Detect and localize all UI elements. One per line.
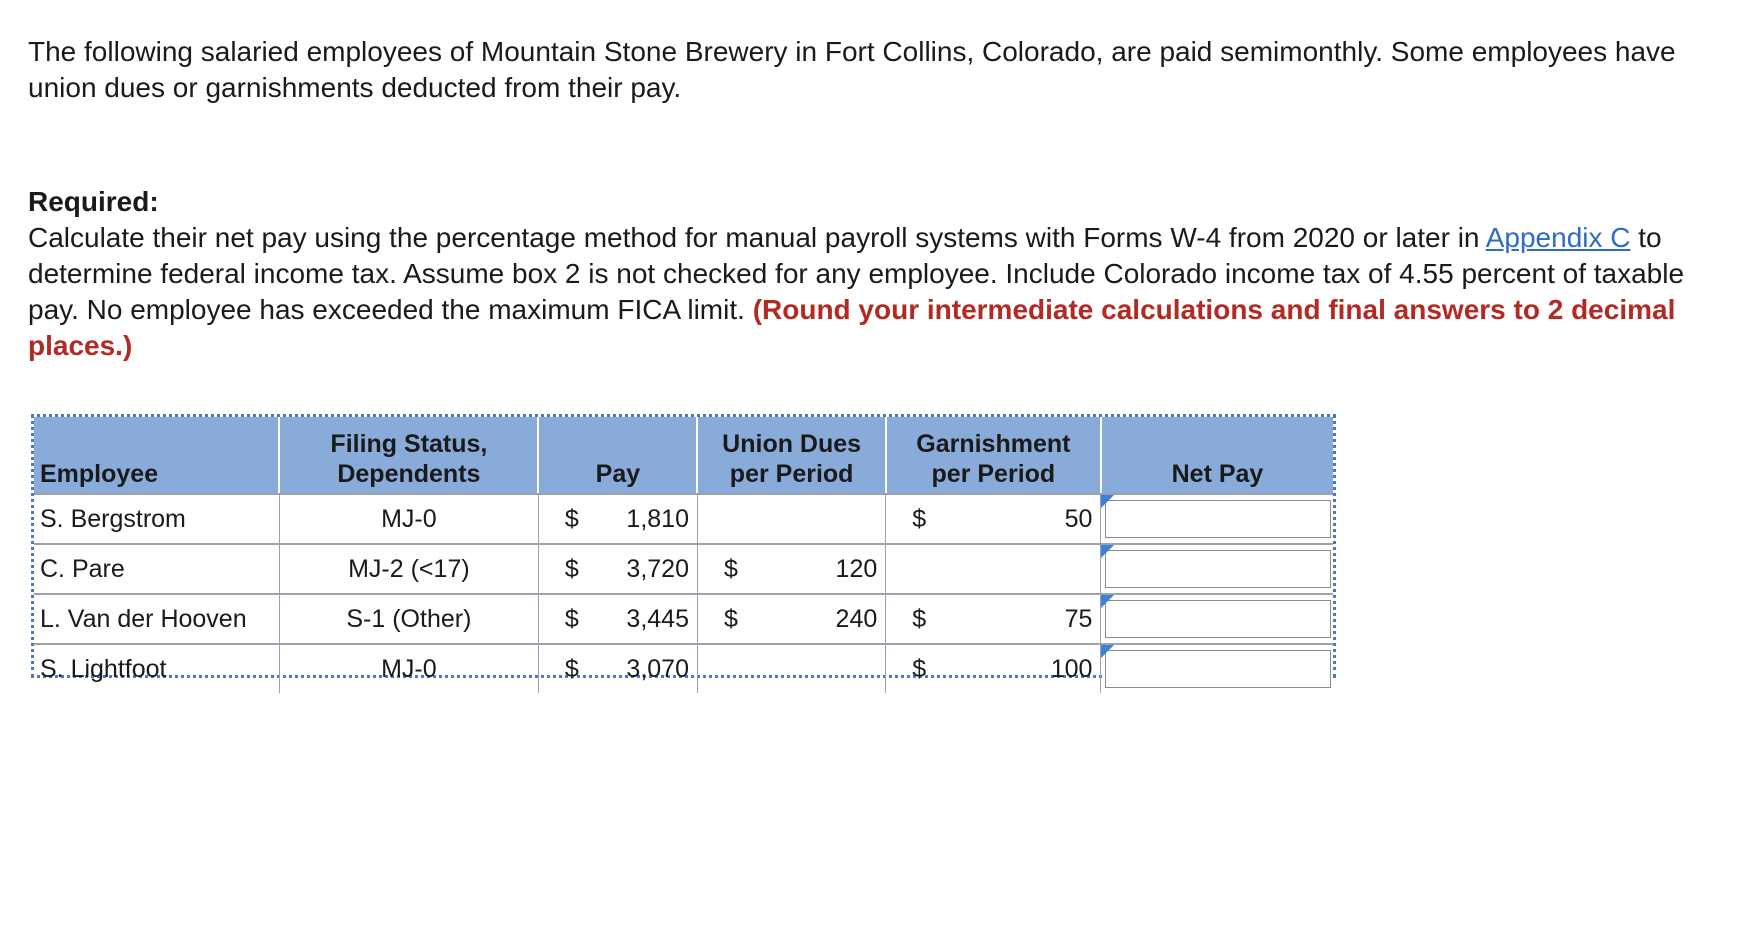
garnishment-cell	[886, 644, 1101, 693]
filing-status: MJ-0	[279, 644, 538, 693]
garn-currency: $	[912, 504, 927, 533]
employee-name: C. Pare	[34, 544, 279, 594]
header-union-line1: Union Dues	[722, 430, 862, 458]
net-pay-cell	[1101, 494, 1333, 544]
pay-currency: $	[564, 554, 579, 583]
table-row	[34, 644, 1333, 693]
input-marker-icon	[1101, 495, 1114, 508]
required-heading: Required:	[28, 186, 159, 217]
garnishment-cell	[886, 544, 1101, 594]
pay-currency: $	[564, 654, 579, 683]
input-marker-icon	[1101, 545, 1114, 558]
union-dues-cell	[697, 594, 885, 644]
garn-value: 75	[1064, 604, 1093, 633]
garn-currency: $	[912, 654, 927, 683]
pay-value: 1,810	[626, 504, 689, 533]
garn-currency: $	[912, 604, 927, 633]
employee-name: S. Lightfoot	[34, 644, 279, 693]
pay-value: 3,070	[626, 654, 689, 683]
union-currency: $	[723, 554, 738, 583]
appendix-c-link[interactable]: Appendix C	[1485, 222, 1631, 253]
union-dues-cell	[697, 544, 885, 594]
input-marker-icon	[1101, 645, 1114, 658]
filing-status: MJ-2 (<17)	[279, 544, 538, 594]
filing-status: MJ-0	[279, 494, 538, 544]
net-pay-input-lightfoot[interactable]	[1105, 650, 1331, 688]
union-value: 120	[835, 554, 878, 583]
employee-name: S. Bergstrom	[34, 494, 279, 544]
net-pay-cell	[1101, 544, 1333, 594]
net-pay-input-bergstrom[interactable]	[1105, 500, 1331, 538]
pay-cell	[538, 544, 697, 594]
net-pay-input-pare[interactable]	[1105, 550, 1331, 588]
header-garnishment	[886, 417, 1101, 494]
instructions-text-2: to determine federal income tax. Assume box 2 is not checked for any employee. Include Colorado income tax of 4.55 percent of taxable pay. No employee has exceeded the maximum FICA limit.	[28, 222, 1685, 325]
pay-cell	[538, 644, 697, 693]
table-row	[34, 594, 1333, 644]
union-dues-cell	[697, 494, 885, 544]
header-filing-status-line2: Dependents	[337, 460, 481, 488]
header-pay: Pay	[538, 417, 697, 494]
intro-paragraph: The following salaried employees of Mountain Stone Brewery in Fort Collins, Colorado, are paid semimonthly. Some employees have union dues or garnishments deducted from their pay.	[28, 36, 1676, 103]
net-pay-cell	[1101, 644, 1333, 693]
pay-cell	[538, 494, 697, 544]
header-garn-line1: Garnishment	[916, 430, 1071, 458]
union-dues-cell	[697, 644, 885, 693]
header-union-line2: per Period	[729, 460, 854, 488]
net-pay-cell	[1101, 594, 1333, 644]
pay-cell	[538, 594, 697, 644]
pay-currency: $	[564, 604, 579, 633]
header-filing-status-line1: Filing Status,	[330, 430, 488, 458]
header-filing-status	[279, 417, 538, 494]
pay-currency: $	[564, 504, 579, 533]
required-instructions	[28, 220, 1708, 364]
filing-status: S-1 (Other)	[279, 594, 538, 644]
garnishment-cell	[886, 594, 1101, 644]
rounding-note: (Round your intermediate calculations and final answers to 2 decimal places.)	[28, 294, 1676, 361]
header-union-dues	[697, 417, 885, 494]
payroll-table-container	[31, 414, 1336, 683]
employee-name: L. Van der Hooven	[34, 594, 279, 644]
header-garn-line2: per Period	[931, 460, 1056, 488]
union-value: 240	[835, 604, 878, 633]
header-employee: Employee	[34, 417, 279, 494]
instructions-text-1: Calculate their net pay using the percentage method for manual payroll systems with Forms W-4 from 2020 or later in	[28, 222, 1486, 253]
input-marker-icon	[1101, 595, 1114, 608]
pay-value: 3,720	[626, 554, 689, 583]
garn-value: 50	[1064, 504, 1093, 533]
pay-value: 3,445	[626, 604, 689, 633]
required-section	[28, 184, 1708, 364]
payroll-table	[34, 417, 1333, 693]
table-row	[34, 544, 1333, 594]
net-pay-input-van-der-hooven[interactable]	[1105, 600, 1331, 638]
table-row	[34, 494, 1333, 544]
header-net-pay: Net Pay	[1101, 417, 1333, 494]
garnishment-cell	[886, 494, 1101, 544]
union-currency: $	[723, 604, 738, 633]
table-header-row	[34, 417, 1333, 494]
garn-value: 100	[1050, 654, 1093, 683]
